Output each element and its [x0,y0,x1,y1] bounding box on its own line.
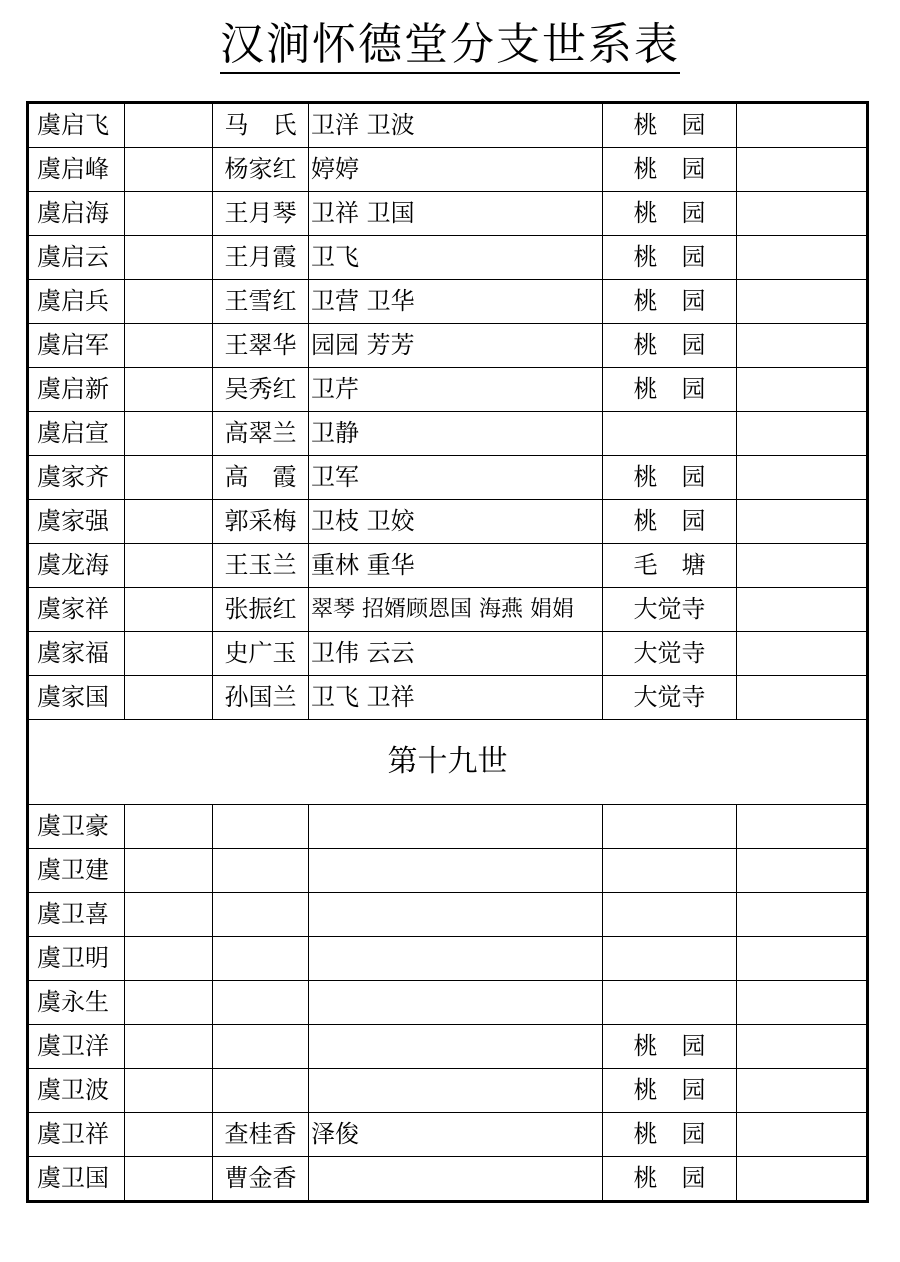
residence-place [603,849,737,893]
table-row [28,236,868,280]
note-cell [125,849,213,893]
spouse-name [213,1069,309,1113]
children-names: 卫洋 卫波 [309,103,603,148]
remark-cell [737,103,868,148]
note-cell [125,192,213,236]
table-row [28,1113,868,1157]
table-row [28,1157,868,1202]
note-cell [125,544,213,588]
section-rows [28,103,868,720]
remark-cell [737,981,868,1025]
person-name: 虞卫洋 [28,1025,125,1069]
remark-cell [737,456,868,500]
remark-cell [737,412,868,456]
note-cell [125,368,213,412]
residence-place: 桃 园 [603,103,737,148]
residence-place [603,937,737,981]
table-row [28,849,868,893]
table-row [28,544,868,588]
person-name: 虞家祥 [28,588,125,632]
note-cell [125,632,213,676]
table-row [28,805,868,849]
residence-place: 大觉寺 [603,632,737,676]
note-cell [125,1113,213,1157]
spouse-name [213,937,309,981]
person-name: 虞家国 [28,676,125,720]
table-row [28,1069,868,1113]
spouse-name: 王月霞 [213,236,309,280]
remark-cell [737,1069,868,1113]
children-names: 翠琴 招婿顾恩国 海燕 娟娟 [309,588,603,632]
table-row [28,324,868,368]
residence-place: 桃 园 [603,456,737,500]
spouse-name: 王玉兰 [213,544,309,588]
children-names: 卫祥 卫国 [309,192,603,236]
children-names: 卫飞 [309,236,603,280]
note-cell [125,676,213,720]
person-name: 虞启新 [28,368,125,412]
person-name: 虞家齐 [28,456,125,500]
person-name: 虞家福 [28,632,125,676]
genealogy-table [26,101,869,1203]
remark-cell [737,588,868,632]
spouse-name: 高翠兰 [213,412,309,456]
children-names: 重林 重华 [309,544,603,588]
children-names [309,805,603,849]
remark-cell [737,893,868,937]
spouse-name [213,1025,309,1069]
residence-place: 桃 园 [603,280,737,324]
residence-place: 桃 园 [603,148,737,192]
note-cell [125,280,213,324]
spouse-name [213,805,309,849]
children-names [309,1025,603,1069]
residence-place: 桃 园 [603,1157,737,1202]
table-row [28,500,868,544]
table-row [28,148,868,192]
spouse-name [213,893,309,937]
person-name: 虞家强 [28,500,125,544]
remark-cell [737,805,868,849]
spouse-name: 高 霞 [213,456,309,500]
person-name: 虞启峰 [28,148,125,192]
remark-cell [737,849,868,893]
spouse-name: 王月琴 [213,192,309,236]
generation-rows [28,805,868,1202]
person-name: 虞启军 [28,324,125,368]
table-row [28,981,868,1025]
residence-place [603,893,737,937]
table-row [28,937,868,981]
residence-place: 桃 园 [603,368,737,412]
residence-place: 桃 园 [603,1069,737,1113]
children-names [309,849,603,893]
remark-cell [737,368,868,412]
children-names: 园园 芳芳 [309,324,603,368]
residence-place: 桃 园 [603,1025,737,1069]
children-names [309,1157,603,1202]
children-names: 卫营 卫华 [309,280,603,324]
table-row [28,632,868,676]
spouse-name: 张振红 [213,588,309,632]
person-name: 虞启云 [28,236,125,280]
spouse-name: 王雪红 [213,280,309,324]
remark-cell [737,632,868,676]
residence-place: 桃 园 [603,236,737,280]
residence-place: 桃 园 [603,324,737,368]
generation-heading-section [28,720,868,805]
table-row [28,1025,868,1069]
spouse-name: 查桂香 [213,1113,309,1157]
children-names [309,893,603,937]
table-row [28,103,868,148]
person-name: 虞卫明 [28,937,125,981]
generation-heading: 第十九世 [28,720,868,805]
remark-cell [737,236,868,280]
children-names: 卫芹 [309,368,603,412]
table-row [28,893,868,937]
note-cell [125,148,213,192]
residence-place: 桃 园 [603,500,737,544]
spouse-name: 吴秀红 [213,368,309,412]
document-title-text: 汉涧怀德堂分支世系表 [220,18,680,74]
person-name: 虞卫波 [28,1069,125,1113]
remark-cell [737,280,868,324]
note-cell [125,236,213,280]
table-row [28,676,868,720]
residence-place [603,805,737,849]
remark-cell [737,192,868,236]
person-name: 虞卫建 [28,849,125,893]
spouse-name: 杨家红 [213,148,309,192]
person-name: 虞卫豪 [28,805,125,849]
residence-place: 大觉寺 [603,588,737,632]
person-name: 虞启宣 [28,412,125,456]
spouse-name [213,981,309,1025]
remark-cell [737,148,868,192]
children-names [309,1069,603,1113]
remark-cell [737,544,868,588]
children-names: 婷婷 [309,148,603,192]
remark-cell [737,1025,868,1069]
residence-place [603,412,737,456]
table-row [28,588,868,632]
note-cell [125,500,213,544]
note-cell [125,981,213,1025]
document-title [0,16,900,76]
note-cell [125,1069,213,1113]
person-name: 虞卫国 [28,1157,125,1202]
children-names: 卫飞 卫祥 [309,676,603,720]
note-cell [125,937,213,981]
spouse-name: 郭采梅 [213,500,309,544]
residence-place: 大觉寺 [603,676,737,720]
note-cell [125,324,213,368]
note-cell [125,1157,213,1202]
remark-cell [737,676,868,720]
table-row [28,192,868,236]
table-row [28,368,868,412]
residence-place [603,981,737,1025]
note-cell [125,456,213,500]
generation-heading-row [28,720,868,805]
children-names: 泽俊 [309,1113,603,1157]
children-names: 卫枝 卫姣 [309,500,603,544]
spouse-name: 孙国兰 [213,676,309,720]
remark-cell [737,1113,868,1157]
person-name: 虞龙海 [28,544,125,588]
remark-cell [737,324,868,368]
person-name: 虞卫喜 [28,893,125,937]
note-cell [125,893,213,937]
residence-place: 桃 园 [603,192,737,236]
children-names [309,937,603,981]
person-name: 虞启飞 [28,103,125,148]
person-name: 虞永生 [28,981,125,1025]
table-row [28,456,868,500]
children-names: 卫伟 云云 [309,632,603,676]
remark-cell [737,1157,868,1202]
person-name: 虞卫祥 [28,1113,125,1157]
person-name: 虞启兵 [28,280,125,324]
children-names: 卫静 [309,412,603,456]
note-cell [125,588,213,632]
residence-place: 毛 塘 [603,544,737,588]
note-cell [125,412,213,456]
note-cell [125,805,213,849]
children-names [309,981,603,1025]
spouse-name: 曹金香 [213,1157,309,1202]
spouse-name [213,849,309,893]
spouse-name: 马 氏 [213,103,309,148]
note-cell [125,1025,213,1069]
children-names: 卫军 [309,456,603,500]
spouse-name: 史广玉 [213,632,309,676]
person-name: 虞启海 [28,192,125,236]
remark-cell [737,500,868,544]
spouse-name: 王翠华 [213,324,309,368]
table-row [28,280,868,324]
table-row [28,412,868,456]
remark-cell [737,937,868,981]
residence-place: 桃 园 [603,1113,737,1157]
note-cell [125,103,213,148]
